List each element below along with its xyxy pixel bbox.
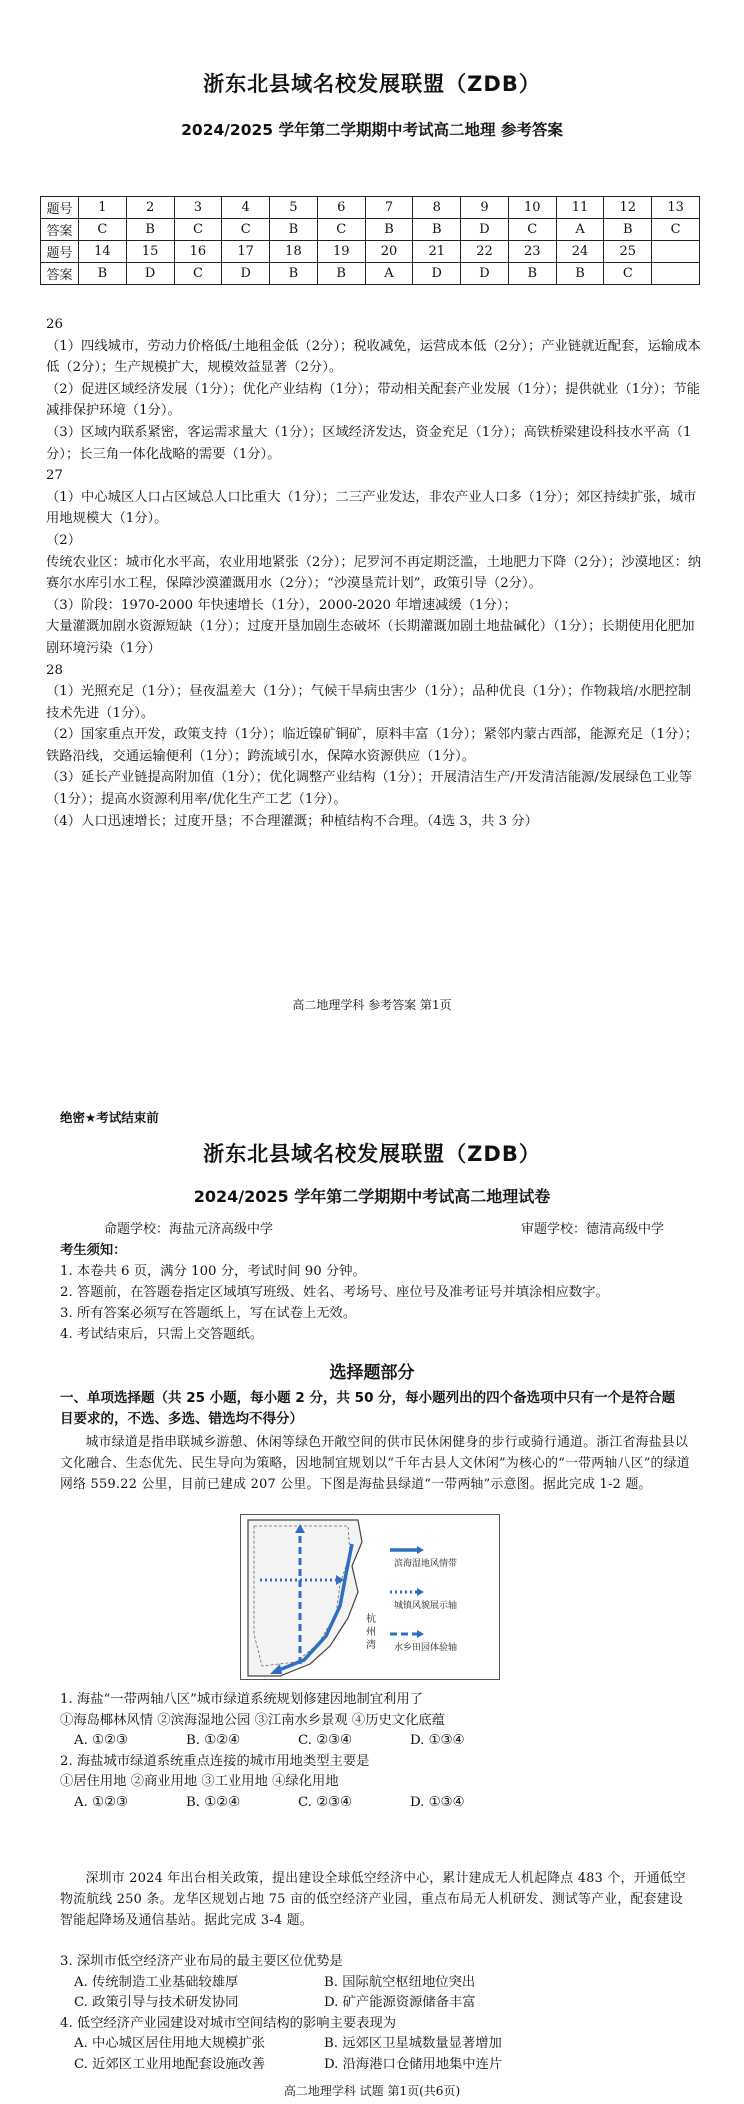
notice-item: 1. 本卷共 6 页，满分 100 分，考试时间 90 分钟。 (60, 1264, 366, 1279)
question-stem: 2. 海盐城市绿道系统重点连接的城市用地类型主要是 (60, 1753, 370, 1769)
table-cell: 4 (222, 197, 270, 219)
table-cell (652, 241, 700, 263)
table-cell: D (461, 219, 509, 241)
questions-3-4 (60, 1952, 700, 2075)
table-cell: C (317, 219, 365, 241)
table-cell: 9 (461, 197, 509, 219)
table-cell: 3 (174, 197, 222, 219)
place-label: 杭 (366, 1614, 376, 1625)
setter-school: 命题学校：海盐元济高级中学 (104, 1222, 274, 1237)
option[interactable]: C. 近郊区工业用地配套设施改善 (74, 2056, 266, 2072)
option[interactable]: D. ①③④ (410, 1794, 465, 1810)
place-label: 州 (366, 1627, 376, 1638)
answer-line: 27 (46, 468, 63, 484)
option[interactable]: A. 中心城区居住用地大规模扩张 (74, 2036, 265, 2051)
material-greenway: 城市绿道是指串联城乡游憩、休闲等绿色开敞空间的供市民休闲健身的步行或骑行通道。浙江省海盐县以文化融合、生态优先、民生导向为策略，因地制宜规划以“千年古县人文休闲”为核心的“一带两轴八区”的绿道网络 559.22 公里，目前已建成 207 公里。下图是海盐县绿道“一带两轴”示意图。据此完成 1-2 题。 (60, 1435, 690, 1492)
answer-line: 大量灌溉加剧水资源短缺（1分）；过度开垦加剧生态破坏（长期灌溉加剧土地盐碱化）（1分）；长期使用化肥加剧环境污染（1分） (46, 619, 695, 656)
option[interactable]: B. ①②④ (186, 1794, 240, 1810)
table-cell: B (604, 219, 652, 241)
table-cell: B (508, 263, 556, 285)
table-cell: C (508, 219, 556, 241)
option[interactable]: A. ①②③ (74, 1733, 128, 1748)
table-cell: C (604, 263, 652, 285)
answer-key-subtitle: 2024/2025 学年第二学期期中考试高二地理 参考答案 (181, 121, 563, 139)
option[interactable]: C. ②③④ (298, 1733, 352, 1748)
option[interactable]: B. 远郊区卫星城数量显著增加 (324, 2036, 502, 2051)
table-row (41, 219, 700, 241)
answer-line: （2）促进区域经济发展（1分）；优化产业结构（1分）；带动相关配套产业发展（1分）；提供就业（1分）；节能减排保护环境（1分）。 (46, 381, 700, 419)
question-stem: 1. 海盐“一带两轴八区”城市绿道系统规划修建因地制宜利用了 (60, 1692, 423, 1707)
table-cell: 23 (508, 241, 556, 263)
answer-line: （3）延长产业链提高附加值（1分）；优化调整产业结构（1分）；开展清洁生产/开发清洁能源/发展绿色工业等（1分）；提高水资源利用率/优化生产工艺（1分）。 (46, 770, 692, 808)
option[interactable]: B. 国际航空枢纽地位突出 (324, 1974, 476, 1990)
table-cell: 19 (317, 241, 365, 263)
answer-line: （1）四线城市，劳动力价格低/土地租金低（2分）；税收减免，运营成本低（2分）；产业链就近配套，运输成本低（2分）；生产规模扩大，规模效益显著（2分）。 (46, 338, 701, 376)
table-cell: 7 (365, 197, 413, 219)
table-cell: B (413, 219, 461, 241)
table-cell: B (556, 263, 604, 285)
question-options (60, 1973, 700, 1994)
exam-title: 浙东北县域名校发展联盟（ZDB） (203, 1142, 541, 1166)
question-options (60, 1993, 700, 2014)
table-cell: 21 (413, 241, 461, 263)
reviewer-school: 审题学校：德清高级中学 (520, 1222, 664, 1237)
option[interactable]: D. ①③④ (410, 1733, 465, 1748)
exam-subtitle: 2024/2025 学年第二学期期中考试高二地理试卷 (193, 1187, 551, 1206)
table-cell: 24 (556, 241, 604, 263)
table-cell: B (270, 263, 318, 285)
question-items: ①海岛椰林风情 ②滨海湿地公园 ③江南水乡景观 ④历史文化底蕴 (60, 1712, 445, 1728)
page-footer: 高二地理学科 参考答案 第1页 (292, 998, 452, 1012)
answer-line: 传统农业区：城市化水平高，农业用地紧张（2分）；尼罗河不再定期泛滥，土地肥力下降（2分）；沙漠地区：纳赛尔水库引水工程，保障沙漠灌溉用水（2分）；“沙漠垦荒计划”，政策引导（2分）。 (46, 554, 702, 592)
table-row (41, 197, 700, 219)
material-low-altitude: 深圳市 2024 年出台相关政策，提出建设全球低空经济中心，累计建成无人机起降点 483 个，开通低空物流航线 250 条。龙华区规划占地 75 亩的低空经济产业园，重点布局无人机研发、测试等产业，配套建设智能起降场及通信基站。据此完成 3-4 题。 (60, 1871, 687, 1928)
part-instructions: 一、单项选择题（共 25 小题，每小题 2 分，共 50 分，每小题列出的四个备选项中只有一个是符合题目要求的，不选、多选、错选均不得分） (60, 1390, 676, 1427)
answer-line: （4）人口迅速增长；过度开垦；不合理灌溉；种植结构不合理。（4选 3，共 3 分） (46, 813, 538, 829)
table-cell: 6 (317, 197, 365, 219)
table-row (41, 263, 700, 285)
section-heading: 选择题部分 (329, 1363, 415, 1383)
answer-line: （2）国家重点开发，政策支持（1分）；临近镍矿铜矿，原料丰富（1分）；紧邻内蒙古西部，能源充足（1分）；铁路沿线，交通运输便利（1分）；跨流域引水，保障水资源供应（1分）。 (46, 727, 699, 764)
question-options (60, 2055, 700, 2076)
row-header: 答案 (41, 219, 79, 241)
table-cell: 15 (126, 241, 174, 263)
row-header: 答案 (41, 263, 79, 285)
notice-item: 2. 答题前，在答题卷指定区域填写班级、姓名、考场号、座位号及准考证号并填涂相应数字。 (60, 1285, 609, 1300)
table-cell: 11 (556, 197, 604, 219)
question-options (60, 2034, 700, 2055)
legend-label: 滨海湿地风情带 (394, 1559, 458, 1569)
answer-line: （2） (46, 532, 82, 548)
confidential-mark: 绝密★考试结束前 (60, 1110, 159, 1125)
table-cell: 18 (270, 241, 318, 263)
question-stem: 4. 低空经济产业园建设对城市空间结构的影响主要表现为 (60, 2015, 397, 2031)
table-cell: C (79, 219, 127, 241)
table-cell: D (126, 263, 174, 285)
table-cell: D (413, 263, 461, 285)
answer-line: （1）中心城区人口占区域总人口比重大（1分）；二三产业发达，非农产业人口多（1分）；郊区持续扩张，城市用地规模大（1分）。 (46, 489, 697, 527)
answer-line: （1）光照充足（1分）；昼夜温差大（1分）；气候干旱病虫害少（1分）；品种优良（1分）；作物栽培/水肥控制技术先进（1分）。 (46, 684, 692, 721)
answer-line: （3）区域内联系紧密，客运需求量大（1分）；区域经济发达，资金充足（1分）；高铁桥梁建设科技水平高（1分）；长三角一体化战略的需要（1分）。 (46, 424, 692, 462)
question-options (60, 1731, 700, 1752)
table-cell: C (174, 263, 222, 285)
table-cell: 22 (461, 241, 509, 263)
table-cell: 8 (413, 197, 461, 219)
row-header: 题号 (41, 241, 79, 263)
notice-item: 3. 所有答案必须写在答题纸上，写在试卷上无效。 (60, 1306, 357, 1321)
page-footer: 高二地理学科 试题 第1页(共6页) (283, 2084, 461, 2098)
questions-1-2 (60, 1690, 700, 1813)
table-cell: 20 (365, 241, 413, 263)
greenway-map (240, 1514, 500, 1680)
table-cell: 13 (652, 197, 700, 219)
table-cell: B (79, 263, 127, 285)
table-cell: C (174, 219, 222, 241)
option[interactable]: D. 沿海港口仓储用地集中连片 (324, 2056, 503, 2072)
legend-label: 城镇风貌展示轴 (394, 1601, 458, 1611)
school-info (104, 1218, 664, 1237)
table-cell: 5 (270, 197, 318, 219)
exam-page (0, 1100, 744, 2104)
table-cell (652, 263, 700, 285)
table-cell: 16 (174, 241, 222, 263)
answer-line: （3）阶段：1970-2000 年快速增长（1分），2000-2020 年增速减缓（1分）； (46, 597, 517, 613)
answer-line: 26 (46, 317, 63, 332)
table-cell: A (365, 263, 413, 285)
table-cell: 2 (126, 197, 174, 219)
question-options (60, 1793, 700, 1814)
table-cell: C (652, 219, 700, 241)
table-cell: D (222, 263, 270, 285)
table-cell: D (461, 263, 509, 285)
table-cell: B (317, 263, 365, 285)
place-label: 湾 (366, 1640, 376, 1651)
table-cell: A (556, 219, 604, 241)
notice-title: 考生须知： (60, 1243, 127, 1258)
table-row (41, 241, 700, 263)
legend-label: 水乡田园体验轴 (394, 1643, 458, 1653)
table-cell: B (126, 219, 174, 241)
table-cell: 25 (604, 241, 652, 263)
question-items: ①居住用地 ②商业用地 ③工业用地 ④绿化用地 (60, 1774, 339, 1789)
option[interactable]: A. 传统制造工业基础较雄厚 (74, 1974, 239, 1990)
notice-item: 4. 考试结束后，只需上交答题纸。 (60, 1327, 264, 1342)
table-cell: B (365, 219, 413, 241)
table-cell: 12 (604, 197, 652, 219)
table-cell: 10 (508, 197, 556, 219)
table-cell: B (270, 219, 318, 241)
answer-line: 28 (46, 662, 63, 678)
exam-notice (60, 1240, 700, 1345)
answer-key-title: 浙东北县域名校发展联盟（ZDB） (203, 72, 541, 96)
row-header: 题号 (41, 197, 79, 219)
option[interactable]: A. ①②③ (74, 1794, 128, 1810)
question-stem: 3. 深圳市低空经济产业布局的最主要区位优势是 (60, 1954, 343, 1969)
option[interactable]: C. 政策引导与技术研发协同 (74, 1995, 239, 2010)
table-cell: C (222, 219, 270, 241)
option[interactable]: C. ②③④ (298, 1794, 352, 1810)
table-cell: 14 (79, 241, 127, 263)
option[interactable]: D. 矿产能源资源储备丰富 (324, 1995, 476, 2010)
answer-explanations (46, 314, 702, 832)
answer-table (40, 196, 700, 285)
table-cell: 17 (222, 241, 270, 263)
option[interactable]: B. ①②④ (186, 1733, 240, 1748)
table-cell: 1 (79, 197, 127, 219)
